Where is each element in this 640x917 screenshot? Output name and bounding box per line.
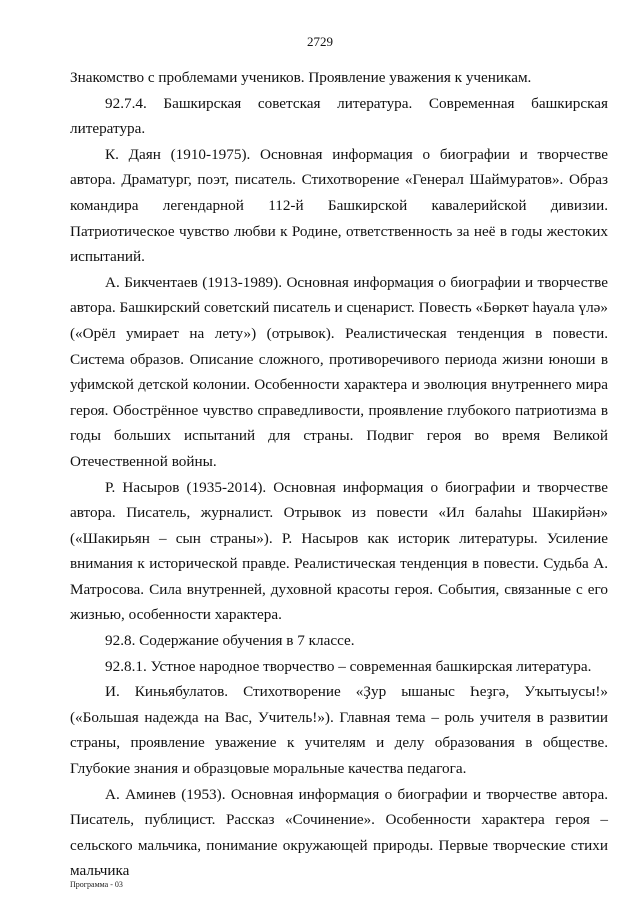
paragraph-8: И. Киньябулатов. Стихотворение «Ҙур ышаныс Һеҙгә, Уҡытыусы!» («Большая надежда на Вас, Учитель!»). Главная тема – роль учителя в развитии страны, проявление уважение к учителям и делу образования в обществе. Глубокие знания и образцовые моральные качества педагога.	[70, 683, 608, 778]
paragraph-1: Знакомство с проблемами учеников. Проявление уважения к ученикам.	[70, 69, 532, 86]
page-number: 2729	[307, 34, 333, 49]
paragraph-9: А. Аминев (1953). Основная информация о биографии и творчестве автора. Писатель, публицист. Рассказ «Сочинение». Особенности характера героя – сельского мальчика, понимание окружающей природы. Первые творческие стихи мальчика	[70, 785, 608, 880]
document-body	[70, 65, 608, 884]
paragraph-2: 92.7.4. Башкирская советская литература. Современная башкирская литература.	[70, 94, 608, 138]
paragraph-4: А. Бикчентаев (1913-1989). Основная информация о биографии и творчестве автора. Башкирский советский писатель и сценарист. Повесть «Бөркөт һауала үлә» («Орёл умирает на лету») (отрывок). Реалистическая тенденция в повести. Система образов. Описание сложного, противоречивого периода жизни юноши в уфимской детской колонии. Особенности характера и эволюция внутреннего мира героя. Обострённое чувство справедливости, проявление глубокого патриотизма в годы больших испытаний для страны. Подвиг героя во время Великой Отечественной войны.	[70, 273, 608, 470]
paragraph-7: 92.8.1. Устное народное творчество – современная башкирская литература.	[105, 657, 592, 675]
footer-label: Программа - 03	[70, 880, 123, 889]
paragraph-6: 92.8. Содержание обучения в 7 классе.	[105, 632, 355, 650]
paragraph-3: К. Даян (1910-1975). Основная информация о биографии и творчестве автора. Драматург, поэт, писатель. Стихотворение «Генерал Шаймуратов». Образ командира легендарной 112-й Башкирской кавалерийской дивизии. Патриотическое чувство любви к Родине, ответственность за неё в годы жестоких испытаний.	[70, 145, 608, 266]
paragraph-5: Р. Насыров (1935-2014). Основная информация о биографии и творчестве автора. Писатель, журналист. Отрывок из повести «Ил балаһы Шакирйән» («Шакирьян – сын страны»). Р. Насыров как историк литературы. Усиление внимания к исторической правде. Реалистическая тенденция в повести. Судьба А. Матросова. Сила внутренней, духовной красоты героя. События, связанные с его жизнью, особенности характера.	[70, 478, 608, 624]
